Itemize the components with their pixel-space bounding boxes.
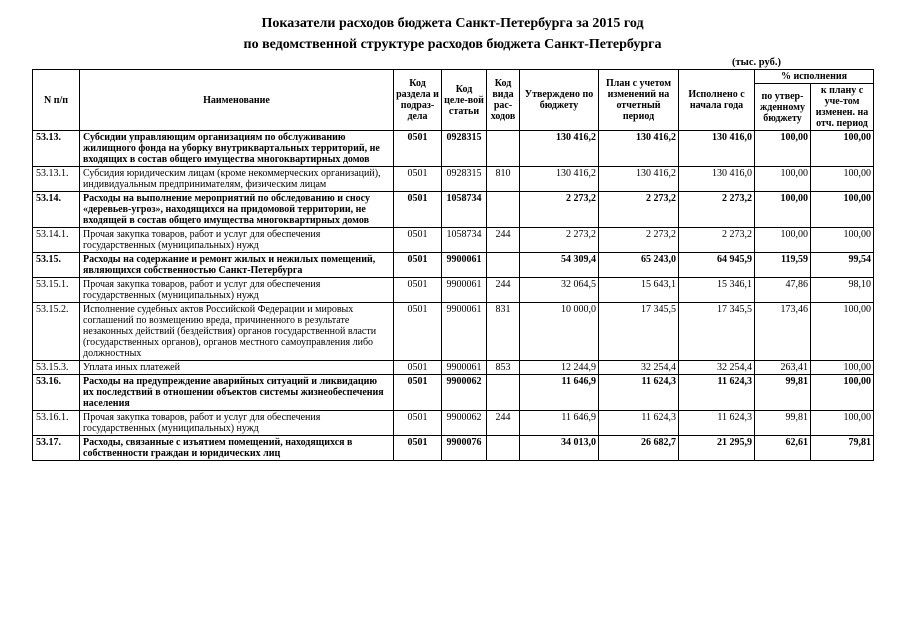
row-approved: 54 309,4 — [520, 253, 599, 278]
row-pct-plan: 100,00 — [811, 131, 874, 167]
row-pct-plan: 100,00 — [811, 167, 874, 192]
row-executed: 11 624,3 — [679, 411, 755, 436]
row-plan: 15 643,1 — [599, 278, 679, 303]
table-body — [33, 131, 874, 461]
row-name: Субсидия юридическим лицам (кроме некоммерческих организаций), индивидуальным предпринимателям, физическим лицам — [80, 167, 394, 192]
row-number: 53.16.1. — [33, 411, 80, 436]
row-number: 53.17. — [33, 436, 80, 461]
row-kind-code: 244 — [487, 228, 520, 253]
table-row — [33, 131, 874, 167]
row-pct-approved: 62,61 — [755, 436, 811, 461]
row-name: Прочая закупка товаров, работ и услуг для обеспечения государственных (муниципальных) нужд — [80, 228, 394, 253]
table-row — [33, 253, 874, 278]
table-row — [33, 375, 874, 411]
row-executed: 11 624,3 — [679, 375, 755, 411]
row-number: 53.13.1. — [33, 167, 80, 192]
row-section-code: 0501 — [394, 253, 442, 278]
row-kind-code — [487, 436, 520, 461]
row-pct-plan: 99,54 — [811, 253, 874, 278]
row-approved: 12 244,9 — [520, 361, 599, 375]
row-pct-plan: 100,00 — [811, 228, 874, 253]
row-plan: 11 624,3 — [599, 375, 679, 411]
row-name: Прочая закупка товаров, работ и услуг для обеспечения государственных (муниципальных) нужд — [80, 278, 394, 303]
row-pct-approved: 263,41 — [755, 361, 811, 375]
header-num: N п/п — [33, 70, 80, 131]
table-row — [33, 436, 874, 461]
row-name: Расходы, связанные с изъятием помещений, находящихся в собственности граждан и юридических лиц — [80, 436, 394, 461]
row-pct-approved: 100,00 — [755, 131, 811, 167]
row-section-code: 0501 — [394, 131, 442, 167]
row-plan: 26 682,7 — [599, 436, 679, 461]
row-section-code: 0501 — [394, 228, 442, 253]
row-pct-approved: 100,00 — [755, 228, 811, 253]
row-executed: 64 945,9 — [679, 253, 755, 278]
row-kind-code: 244 — [487, 278, 520, 303]
row-kind-code: 244 — [487, 411, 520, 436]
row-section-code: 0501 — [394, 303, 442, 361]
row-plan: 130 416,2 — [599, 167, 679, 192]
row-pct-approved: 47,86 — [755, 278, 811, 303]
row-number: 53.14.1. — [33, 228, 80, 253]
row-approved: 2 273,2 — [520, 192, 599, 228]
table-row — [33, 303, 874, 361]
row-executed: 2 273,2 — [679, 228, 755, 253]
header-section: Код раздела и подраз-дела — [394, 70, 442, 131]
row-number: 53.14. — [33, 192, 80, 228]
row-section-code: 0501 — [394, 192, 442, 228]
row-executed: 15 346,1 — [679, 278, 755, 303]
row-pct-approved: 173,46 — [755, 303, 811, 361]
header-executed: Исполнено с начала года — [679, 70, 755, 131]
budget-table — [32, 69, 874, 461]
header-name: Наименование — [80, 70, 394, 131]
row-approved: 2 273,2 — [520, 228, 599, 253]
row-number: 53.15. — [33, 253, 80, 278]
row-pct-approved: 100,00 — [755, 167, 811, 192]
header-pct-approved: по утвер-жденному бюджету — [755, 84, 811, 131]
row-article-code: 9900062 — [442, 375, 487, 411]
row-kind-code: 831 — [487, 303, 520, 361]
row-section-code: 0501 — [394, 361, 442, 375]
row-section-code: 0501 — [394, 278, 442, 303]
row-number: 53.13. — [33, 131, 80, 167]
row-plan: 32 254,4 — [599, 361, 679, 375]
row-pct-plan: 100,00 — [811, 375, 874, 411]
row-pct-plan: 100,00 — [811, 303, 874, 361]
row-number: 53.15.2. — [33, 303, 80, 361]
row-pct-plan: 79,81 — [811, 436, 874, 461]
row-plan: 65 243,0 — [599, 253, 679, 278]
row-pct-plan: 100,00 — [811, 411, 874, 436]
row-kind-code — [487, 375, 520, 411]
row-executed: 130 416,0 — [679, 131, 755, 167]
row-section-code: 0501 — [394, 167, 442, 192]
row-pct-plan: 100,00 — [811, 361, 874, 375]
row-pct-plan: 100,00 — [811, 192, 874, 228]
row-section-code: 0501 — [394, 375, 442, 411]
row-approved: 11 646,9 — [520, 411, 599, 436]
row-article-code: 9900062 — [442, 411, 487, 436]
row-number: 53.16. — [33, 375, 80, 411]
row-article-code: 1058734 — [442, 228, 487, 253]
row-executed: 32 254,4 — [679, 361, 755, 375]
row-plan: 11 624,3 — [599, 411, 679, 436]
row-executed: 2 273,2 — [679, 192, 755, 228]
row-article-code: 9900061 — [442, 278, 487, 303]
row-section-code: 0501 — [394, 436, 442, 461]
row-article-code: 9900061 — [442, 303, 487, 361]
row-approved: 10 000,0 — [520, 303, 599, 361]
units-label: (тыс. руб.) — [732, 57, 781, 68]
row-pct-approved: 100,00 — [755, 192, 811, 228]
table-row — [33, 228, 874, 253]
row-executed: 21 295,9 — [679, 436, 755, 461]
row-article-code: 9900061 — [442, 253, 487, 278]
row-name: Прочая закупка товаров, работ и услуг для обеспечения государственных (муниципальных) нужд — [80, 411, 394, 436]
row-pct-approved: 119,59 — [755, 253, 811, 278]
row-pct-plan: 98,10 — [811, 278, 874, 303]
row-article-code: 0928315 — [442, 131, 487, 167]
row-name: Субсидии управляющим организациям по обслуживанию жилищного фонда на уборку внутриквартальных территорий, не входящих в состав общего имущества многоквартирных домов — [80, 131, 394, 167]
row-name: Расходы на содержание и ремонт жилых и нежилых помещений, являющихся собственностью Санкт-Петербурга — [80, 253, 394, 278]
row-pct-approved: 99,81 — [755, 411, 811, 436]
report-title: Показатели расходов бюджета Санкт-Петербурга за 2015 год — [261, 16, 644, 31]
row-approved: 34 013,0 — [520, 436, 599, 461]
row-approved: 11 646,9 — [520, 375, 599, 411]
header-kind: Код вида рас-ходов — [487, 70, 520, 131]
table-row — [33, 192, 874, 228]
row-article-code: 0928315 — [442, 167, 487, 192]
row-approved: 130 416,2 — [520, 131, 599, 167]
header-approved: Утверждено по бюджету — [520, 70, 599, 131]
row-kind-code — [487, 131, 520, 167]
table-row — [33, 411, 874, 436]
row-approved: 130 416,2 — [520, 167, 599, 192]
table-row — [33, 361, 874, 375]
row-name: Расходы на предупреждение аварийных ситуаций и ликвидацию их последствий в отношении объектов системы жизнеобеспечения населения — [80, 375, 394, 411]
row-plan: 2 273,2 — [599, 228, 679, 253]
header-percent-group: % исполнения — [755, 70, 874, 84]
report-subtitle: по ведомственной структуре расходов бюджета Санкт-Петербурга — [243, 37, 662, 52]
row-plan: 17 345,5 — [599, 303, 679, 361]
row-article-code: 9900061 — [442, 361, 487, 375]
row-plan: 130 416,2 — [599, 131, 679, 167]
row-section-code: 0501 — [394, 411, 442, 436]
row-kind-code — [487, 253, 520, 278]
row-kind-code: 853 — [487, 361, 520, 375]
header-pct-plan: к плану с уче-том изменен. на отч. период — [811, 84, 874, 131]
row-name: Расходы на выполнение мероприятий по обследованию и сносу «деревьев-угроз», находящихся на придомовой территории, не входящей в состав общего имущества многоквартирных домов — [80, 192, 394, 228]
row-executed: 17 345,5 — [679, 303, 755, 361]
header-plan: План с учетом изменений на отчетный период — [599, 70, 679, 131]
row-name: Уплата иных платежей — [80, 361, 394, 375]
row-plan: 2 273,2 — [599, 192, 679, 228]
table-row — [33, 167, 874, 192]
row-article-code: 1058734 — [442, 192, 487, 228]
row-number: 53.15.3. — [33, 361, 80, 375]
row-executed: 130 416,0 — [679, 167, 755, 192]
row-kind-code: 810 — [487, 167, 520, 192]
row-approved: 32 064,5 — [520, 278, 599, 303]
row-kind-code — [487, 192, 520, 228]
header-article: Код целе-вой статьи — [442, 70, 487, 131]
row-number: 53.15.1. — [33, 278, 80, 303]
row-article-code: 9900076 — [442, 436, 487, 461]
table-row — [33, 278, 874, 303]
row-name: Исполнение судебных актов Российской Федерации и мировых соглашений по возмещению вреда, причиненного в результате незаконных действий (бездействия) органов государственной власти (государственных органов), органов местного самоуправления либо должностных — [80, 303, 394, 361]
row-pct-approved: 99,81 — [755, 375, 811, 411]
